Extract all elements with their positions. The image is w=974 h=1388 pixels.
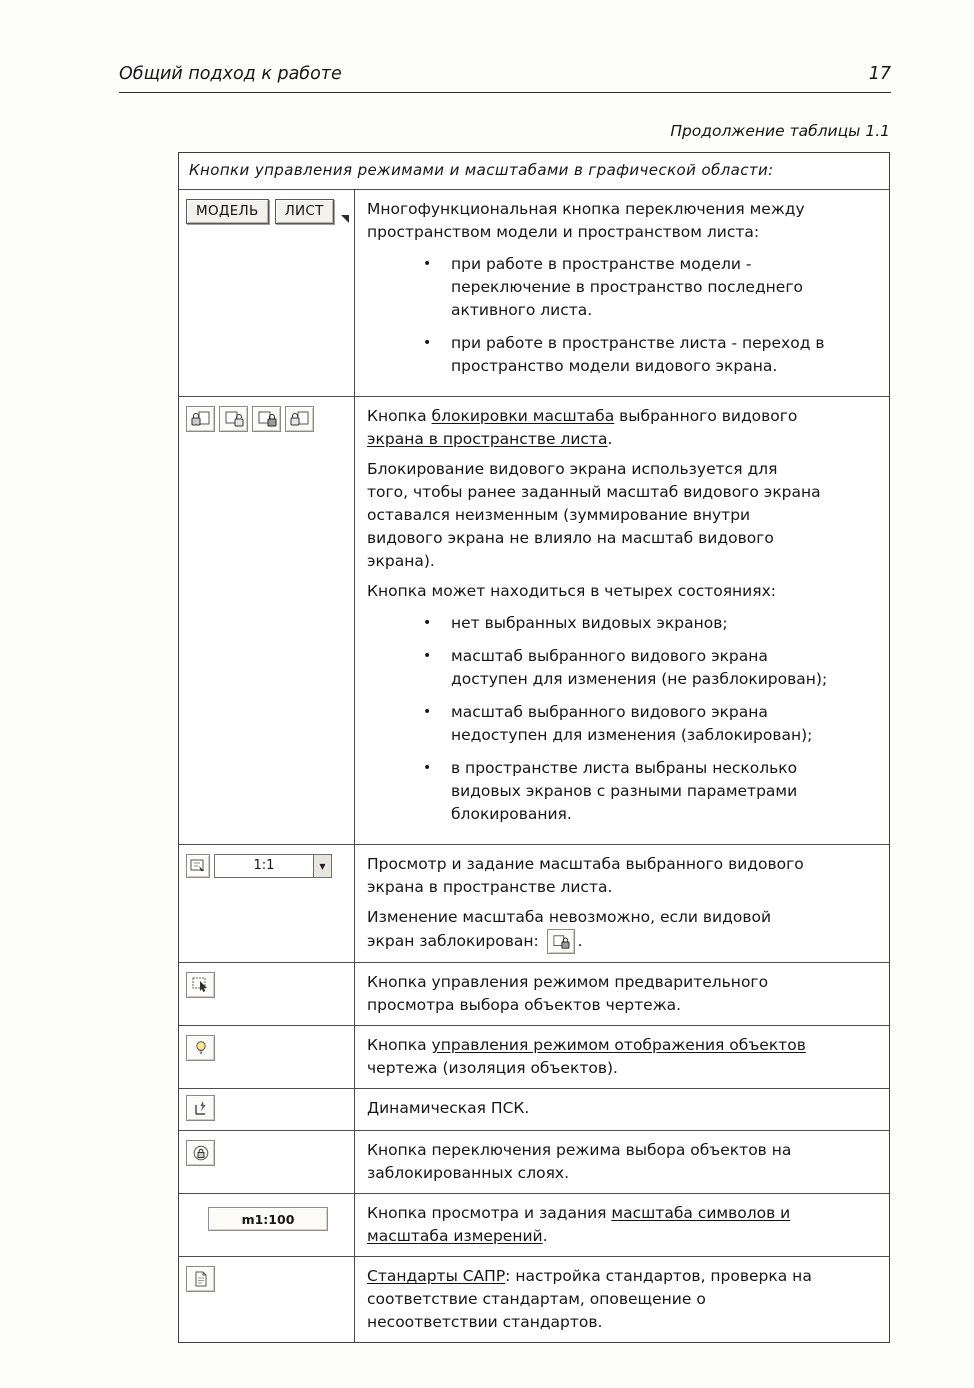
paragraph: Кнопка управления режимом отображения объектов чертежа (изоляция объектов).: [367, 1036, 806, 1077]
layout-button: ЛИСТ: [275, 199, 334, 224]
list-item: • нет выбранных видовых экранов;: [423, 612, 877, 635]
table-row-annotation-scale: [179, 1194, 889, 1257]
table-row-viewport-scale: [179, 845, 889, 963]
cad-standards-icon: [186, 1266, 215, 1292]
paragraph: Кнопка блокировки масштаба выбранного видового экрана в пространстве листа.: [367, 407, 798, 448]
dynamic-ucs-icon: [186, 1095, 215, 1121]
locked-viewport-icon: [547, 929, 575, 954]
model-button: МОДЕЛЬ: [186, 199, 269, 224]
page-number: 17: [868, 64, 891, 84]
bullet-icon: •: [423, 335, 432, 351]
bullet-icon: •: [423, 648, 432, 664]
paragraph: Динамическая ПСК.: [367, 1099, 530, 1117]
cell-lock-text: [355, 397, 889, 844]
table-row-locked-layers: [179, 1131, 889, 1194]
link-lock-scale: блокировки масштаба: [431, 407, 615, 425]
table-row-viewport-lock: [179, 397, 889, 845]
cell-scale-combo: [179, 845, 355, 962]
viewport-scale-value: 1:1: [253, 858, 275, 873]
table-row-dynamic-ucs: [179, 1089, 889, 1131]
viewport-locked-icon: [252, 406, 281, 432]
paragraph: Кнопка переключения режима выбора объектов на заблокированных слоях.: [367, 1141, 792, 1182]
lightbulb-icon: [186, 1035, 215, 1061]
list-item: • в пространстве листа выбраны несколько видовых экранов с разными параметрами блокирования.: [423, 757, 877, 826]
bullet-icon: •: [423, 760, 432, 776]
viewport-lock-state-none-icon: [186, 406, 215, 432]
bullet-icon: •: [423, 256, 432, 272]
selection-preview-icon: [186, 972, 215, 998]
viewport-scale-icon: [186, 854, 210, 878]
paragraph: Кнопка просмотра и задания масштаба символов и масштаба измерений.: [367, 1204, 791, 1245]
running-header: [119, 64, 891, 93]
list-item: • при работе в пространстве модели - переключение в пространство последнего активного листа.: [423, 253, 877, 322]
viewport-varied-lock-icon: [285, 406, 314, 432]
bullet-icon: •: [423, 704, 432, 720]
table: [178, 152, 890, 1343]
annotation-scale-field: m1:100: [208, 1207, 328, 1231]
list-item: • масштаб выбранного видового экрана недоступен для изменения (заблокирован);: [423, 701, 877, 747]
paragraph: Кнопка может находиться в четырех состояниях:: [367, 582, 776, 600]
cell-lock-icons: [179, 397, 355, 844]
locked-layer-selection-icon: [186, 1140, 215, 1166]
table-caption: Продолжение таблицы 1.1: [670, 122, 890, 140]
link-layout-space: экрана в пространстве листа: [367, 430, 608, 448]
table-row-cad-standards: [179, 1257, 889, 1342]
link-isolation-mode: управления режимом отображения объектов: [431, 1036, 806, 1054]
paragraph: Кнопка управления режимом предварительного просмотра выбора объектов чертежа.: [367, 973, 769, 1014]
header-title: Общий подход к работе: [119, 64, 342, 84]
list-item: • масштаб выбранного видового экрана доступен для изменения (не разблокирован);: [423, 645, 877, 691]
paragraph: Изменение масштаба невозможно, если видовой экран заблокирован: .: [367, 906, 822, 954]
list-item: • при работе в пространстве листа - переход в пространство модели видового экрана.: [423, 332, 877, 378]
cell-model-layout-buttons: [179, 190, 355, 396]
bullet-icon: •: [423, 615, 432, 631]
table-row-model-layout: [179, 190, 889, 397]
link-cad-standards: Стандарты САПР: [367, 1267, 506, 1285]
cell-scale-text: [355, 845, 889, 962]
table-row-object-isolation: [179, 1026, 889, 1089]
paragraph: Многофункциональная кнопка переключения между пространством модели и пространством листа:: [367, 200, 805, 241]
table-title: Кнопки управления режимами и масштабами в графической области:: [179, 153, 889, 190]
table-row-selection-preview: [179, 963, 889, 1026]
viewport-scale-select: [214, 854, 332, 878]
flyout-arrow-icon: [341, 215, 349, 223]
paragraph: Стандарты САПР: настройка стандартов, проверка на соответствие стандартам, оповещение о несоответствии стандартов.: [367, 1267, 812, 1331]
cell-model-layout-text: [355, 190, 889, 396]
paragraph: Просмотр и задание масштаба выбранного видового экрана в пространстве листа.: [367, 855, 804, 896]
link-annotation-scale: масштаба символов и масштаба измерений: [367, 1204, 791, 1245]
viewport-unlocked-icon: [219, 406, 248, 432]
chevron-down-icon: ▼: [313, 855, 331, 877]
paragraph: Блокирование видового экрана используется для того, чтобы ранее заданный масштаб видового экрана оставался неизменным (зуммирование внутри видового экрана не влияло на масштаб видового экрана).: [367, 460, 821, 570]
